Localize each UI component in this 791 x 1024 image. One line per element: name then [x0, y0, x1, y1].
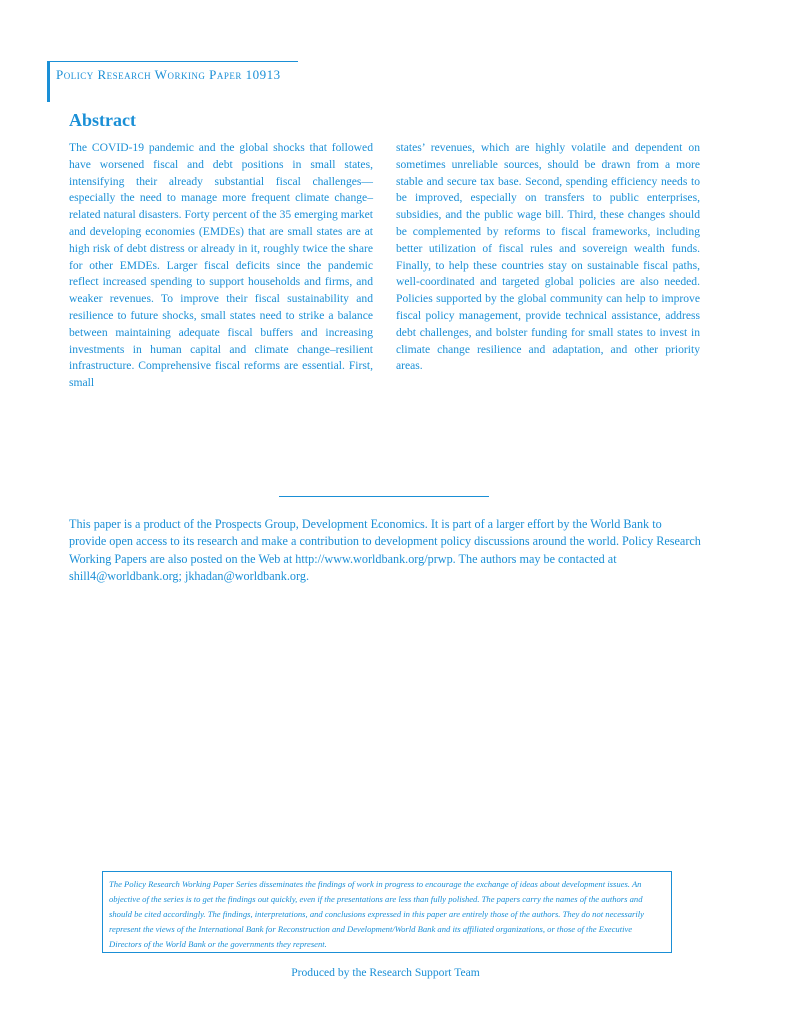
abstract-column-left: The COVID-19 pandemic and the global shocks that followed have worsened fiscal and debt positions in small states, intensifying their already substantial fiscal challenges—especially the need to manage more frequent climate change–related natural disasters. Forty percent of the 35 emerging market and developing economies (EMDEs) that are small states are at high risk of debt distress or already in it, roughly twice the share for other EMDEs. Larger fiscal deficits since the pandemic reflect increased spending to support households and firms, and weaker revenues. To improve their fiscal sustainability and resilience to future shocks, small states need to strike a balance between maintaining adequate fiscal buffers and increasing investments in human capital and climate change–resilient infrastructure. Comprehensive fiscal reforms are essential. First, small	[69, 141, 373, 390]
disclaimer-box	[102, 871, 672, 953]
header-rule	[48, 61, 298, 62]
abstract-column-right: states’ revenues, which are highly volatile and dependent on sometimes unreliable sources, should be drawn from a more stable and secure tax base. Second, spending efficiency needs to be improved, especially on transfers to public enterprises, subsidies, and the public wage bill. Third, these changes should be complemented by reforms to fiscal frameworks, including better utilization of fiscal rules and sovereign wealth funds. Finally, to help these countries stay on sustainable fiscal paths, well-coordinated and targeted global policies are also needed. Policies supported by the global community can help to improve fiscal policy management, provide technical assistance, address debt challenges, and bolster funding for small states to invest in climate change resilience and adaptation, and other priority areas.	[396, 141, 700, 373]
producer-credit: Produced by the Research Support Team	[291, 966, 480, 979]
series-title: Policy Research Working Paper 10913	[56, 67, 281, 82]
disclaimer-text: The Policy Research Working Paper Series disseminates the findings of work in progress to encourage the exchange of ideas about development issues. An objective of the series is to get the findings out quickly, even if the presentations are less than fully polished. The papers carry the names of the authors and should be cited accordingly. The findings, interpretations, and conclusions expressed in this paper are entirely those of the authors. They do not necessarily represent the views of the International Bank for Reconstruction and Development/World Bank and its affiliated organizations, or those of the Executive Directors of the World Bank or the governments they represent.	[109, 879, 644, 949]
section-divider	[279, 496, 489, 497]
product-note: This paper is a product of the Prospects Group, Development Economics. It is part of a larger effort by the World Bank to provide open access to its research and make a contribution to development policy discussions around the world. Policy Research Working Papers are also posted on the Web at http://www.worldbank.org/prwp. The authors may be contacted at shill4@worldbank.org; jkhadan@worldbank.org.	[69, 517, 701, 584]
header-accent-bar	[47, 61, 50, 102]
abstract-heading: Abstract	[69, 110, 136, 130]
